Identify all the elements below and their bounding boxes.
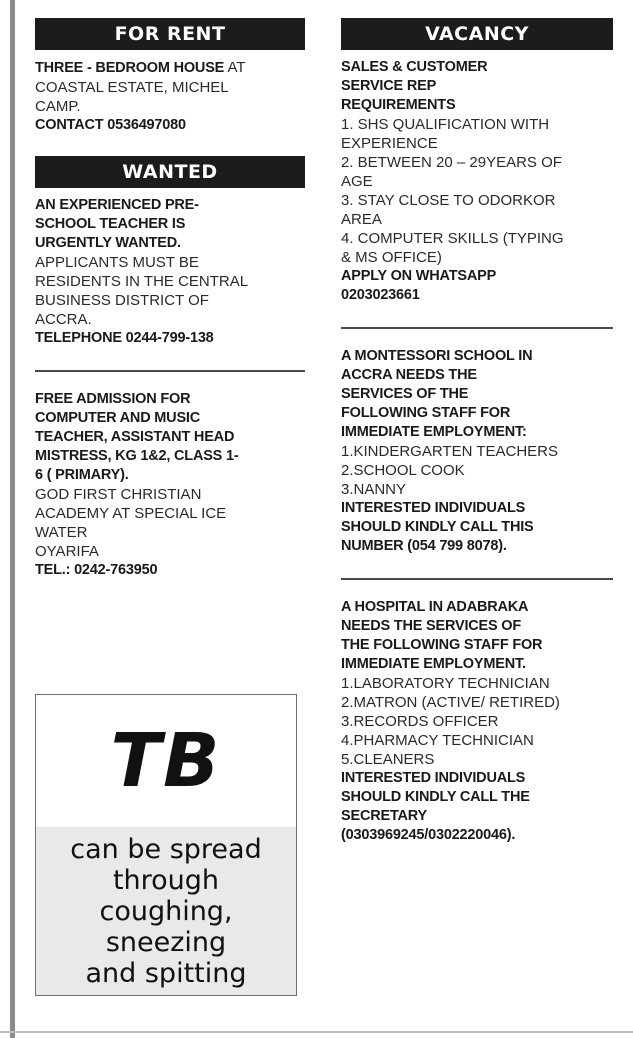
montessori-contact-line: INTERESTED INDIVIDUALS [341, 500, 526, 516]
tb-notice-line: coughing, [99, 895, 233, 927]
vacancy-title-line: SERVICE REP [341, 78, 437, 94]
hospital-body-line: 1.LABORATORY TECHNICIAN [341, 675, 550, 692]
right-column [341, 18, 613, 845]
free-admission-title-line: COMPUTER AND MUSIC [35, 410, 201, 426]
left-column [35, 18, 305, 580]
hospital-ad [341, 598, 613, 845]
divider [35, 370, 305, 372]
wanted-body-line: ACCRA. [35, 311, 92, 328]
for-rent-title-rest: AT [224, 59, 246, 76]
hospital-title-line: THE FOLLOWING STAFF FOR [341, 637, 543, 653]
for-rent-contact: CONTACT 0536497080 [35, 117, 186, 133]
vacancy-body-line: 2. BETWEEN 20 – 29YEARS OF [341, 154, 562, 171]
wanted-body-line: APPLICANTS MUST BE [35, 254, 199, 271]
free-admission-body-line: ACADEMY AT SPECIAL ICE [35, 505, 227, 522]
wanted-heading: WANTED [35, 156, 305, 188]
montessori-title-line: A MONTESSORI SCHOOL IN [341, 348, 533, 364]
vacancy-body-line: & MS OFFICE) [341, 249, 442, 266]
vacancy-ad [341, 58, 613, 305]
free-admission-ad [35, 390, 305, 580]
montessori-body-line: 2.SCHOOL COOK [341, 462, 465, 479]
free-admission-title-line: MISTRESS, KG 1&2, CLASS 1- [35, 448, 239, 464]
tb-notice-header [36, 695, 296, 827]
free-admission-body-line: WATER [35, 524, 88, 541]
for-rent-location: COASTAL ESTATE, MICHEL [35, 79, 229, 96]
vacancy-body-line: AGE [341, 173, 373, 190]
montessori-title-line: SERVICES OF THE [341, 386, 469, 402]
for-rent-title: THREE - BEDROOM HOUSE [35, 60, 225, 76]
montessori-title-line: ACCRA NEEDS THE [341, 367, 477, 383]
hospital-contact-line: SHOULD KINDLY CALL THE [341, 789, 530, 805]
free-admission-body-line: OYARIFA [35, 543, 99, 560]
montessori-contact-line: NUMBER (054 799 8078). [341, 538, 507, 554]
montessori-title-line: IMMEDIATE EMPLOYMENT: [341, 424, 527, 440]
hospital-body-line: 4.PHARMACY TECHNICIAN [341, 732, 534, 749]
vacancy-body-line: 1. SHS QUALIFICATION WITH [341, 116, 550, 133]
vacancy-body-line: 3. STAY CLOSE TO ODORKOR [341, 192, 556, 209]
for-rent-ad [35, 58, 305, 135]
page-bottom-rule [0, 1031, 633, 1033]
wanted-telephone: TELEPHONE 0244-799-138 [35, 330, 214, 346]
for-rent-heading: FOR RENT [35, 18, 305, 50]
free-admission-telephone: TEL.: 0242-763950 [35, 562, 158, 578]
wanted-title-line: AN EXPERIENCED PRE- [35, 197, 199, 213]
vacancy-body-line: AREA [341, 211, 382, 228]
hospital-title-line: A HOSPITAL IN ADABRAKA [341, 599, 529, 615]
tb-notice-line: sneezing [105, 926, 227, 958]
vacancy-body-line: 4. COMPUTER SKILLS (TYPING [341, 230, 564, 247]
vacancy-title-line: SALES & CUSTOMER [341, 59, 488, 75]
montessori-contact-line: SHOULD KINDLY CALL THIS [341, 519, 534, 535]
hospital-body-line: 3.RECORDS OFFICER [341, 713, 499, 730]
for-rent-location-cont: CAMP. [35, 98, 81, 115]
montessori-body-line: 3.NANNY [341, 481, 407, 498]
hospital-title-line: IMMEDIATE EMPLOYMENT. [341, 656, 526, 672]
vacancy-title-line: REQUIREMENTS [341, 97, 456, 113]
hospital-contact-line: (0303969245/0302220046). [341, 827, 516, 843]
free-admission-title-line: TEACHER, ASSISTANT HEAD [35, 429, 235, 445]
vacancy-apply-line: APPLY ON WHATSAPP [341, 268, 497, 284]
montessori-ad [341, 347, 613, 556]
wanted-body-line: BUSINESS DISTRICT OF [35, 292, 209, 309]
wanted-ad [35, 196, 305, 348]
montessori-title-line: FOLLOWING STAFF FOR [341, 405, 511, 421]
divider [341, 327, 613, 329]
wanted-title-line: SCHOOL TEACHER IS [35, 216, 186, 232]
vacancy-heading: VACANCY [341, 18, 613, 50]
montessori-body-line: 1.KINDERGARTEN TEACHERS [341, 443, 558, 460]
page-margin-rule [10, 0, 15, 1038]
vacancy-apply-line: 0203023661 [341, 287, 420, 303]
tb-notice-line: and spitting [85, 957, 247, 989]
free-admission-body-line: GOD FIRST CHRISTIAN [35, 486, 202, 503]
tb-notice-body [36, 827, 296, 995]
tb-notice-box [35, 694, 297, 996]
hospital-title-line: NEEDS THE SERVICES OF [341, 618, 522, 634]
tb-notice-line: through [112, 864, 220, 896]
vacancy-body-line: EXPERIENCE [341, 135, 438, 152]
tb-notice-line: can be spread [70, 833, 262, 865]
hospital-body-line: 2.MATRON (ACTIVE/ RETIRED) [341, 694, 560, 711]
divider [341, 578, 613, 580]
wanted-title-line: URGENTLY WANTED. [35, 235, 181, 251]
hospital-body-line: 5.CLEANERS [341, 751, 435, 768]
hospital-contact-line: SECRETARY [341, 808, 428, 824]
tb-notice-title: TB [110, 718, 222, 804]
wanted-body-line: RESIDENTS IN THE CENTRAL [35, 273, 249, 290]
hospital-contact-line: INTERESTED INDIVIDUALS [341, 770, 526, 786]
free-admission-title-line: FREE ADMISSION FOR [35, 391, 191, 407]
free-admission-title-line: 6 ( PRIMARY). [35, 467, 129, 483]
